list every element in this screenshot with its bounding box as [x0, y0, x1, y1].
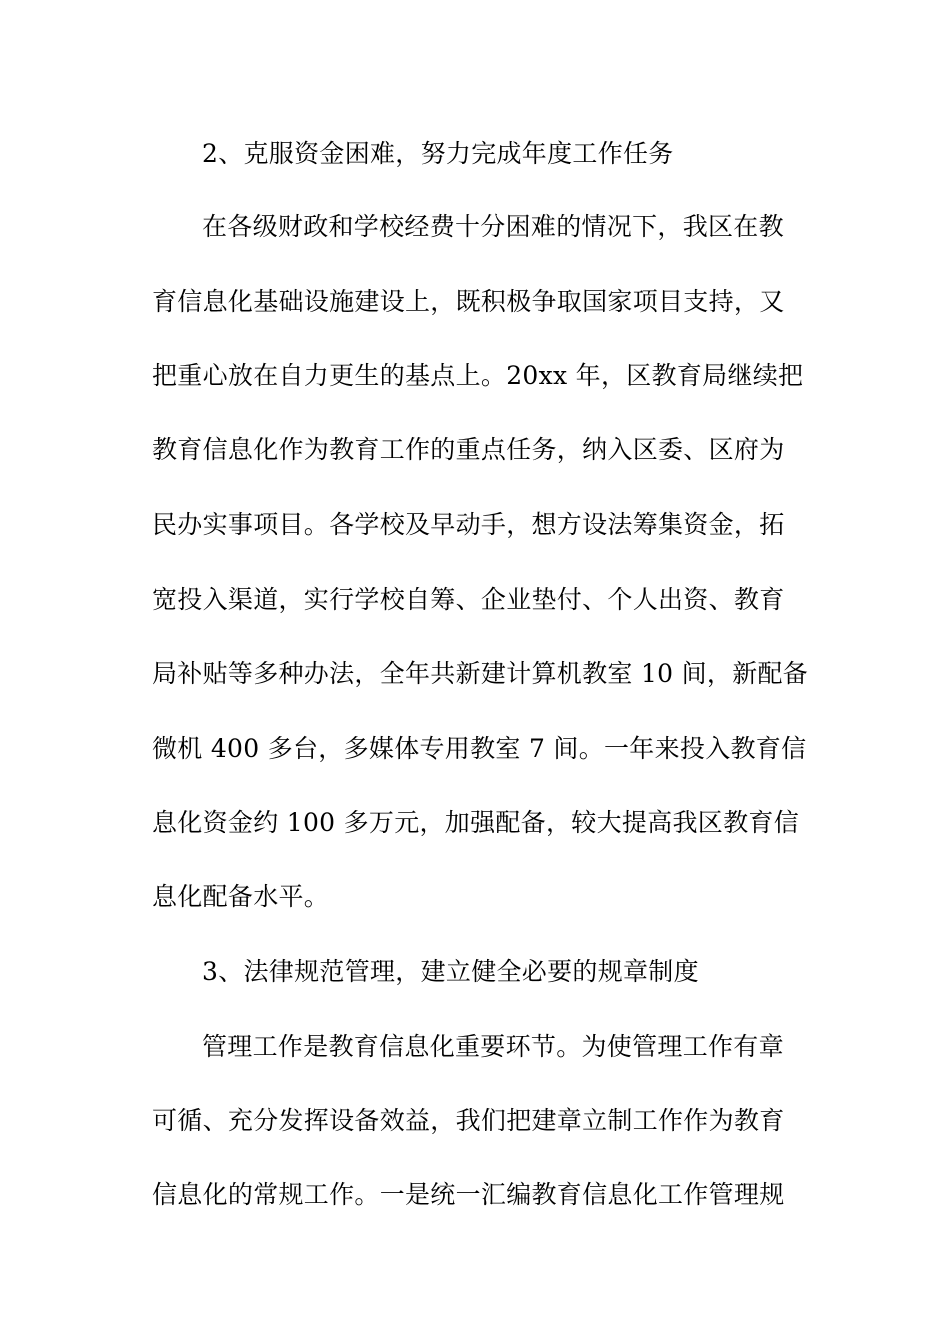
paragraph-line: 把重心放在自力更生的基点上。20xx 年，区教育局继续把: [152, 361, 804, 390]
paragraph-line: 在各级财政和学校经费十分困难的情况下，我区在教: [202, 212, 784, 241]
paragraph-line: 局补贴等多种办法，全年共新建计算机教室 10 间，新配备: [152, 659, 809, 688]
paragraph-line: 宽投入渠道，实行学校自筹、企业垫付、个人出资、教育: [152, 585, 785, 614]
paragraph-line: 微机 400 多台，多媒体专用教室 7 间。一年来投入教育信: [152, 734, 807, 763]
section-heading-3: 3、法律规范管理，建立健全必要的规章制度: [202, 957, 699, 986]
paragraph-line: 信息化的常规工作。一是统一汇编教育信息化工作管理规: [152, 1180, 785, 1209]
paragraph-line: 教育信息化作为教育工作的重点任务，纳入区委、区府为: [152, 435, 785, 464]
paragraph-line: 育信息化基础设施建设上，既积极争取国家项目支持，又: [152, 287, 785, 316]
paragraph-line: 民办实事项目。各学校及早动手，想方设法筹集资金，拓: [152, 510, 785, 539]
paragraph-line: 可循、充分发挥设备效益，我们把建章立制工作作为教育: [152, 1106, 785, 1135]
paragraph-line: 管理工作是教育信息化重要环节。为使管理工作有章: [202, 1032, 784, 1061]
section-heading-2: 2、克服资金困难，努力完成年度工作任务: [202, 139, 674, 168]
paragraph-line: 息化配备水平。: [152, 882, 330, 911]
paragraph-line: 息化资金约 100 多万元，加强配备，较大提高我区教育信: [152, 808, 800, 837]
